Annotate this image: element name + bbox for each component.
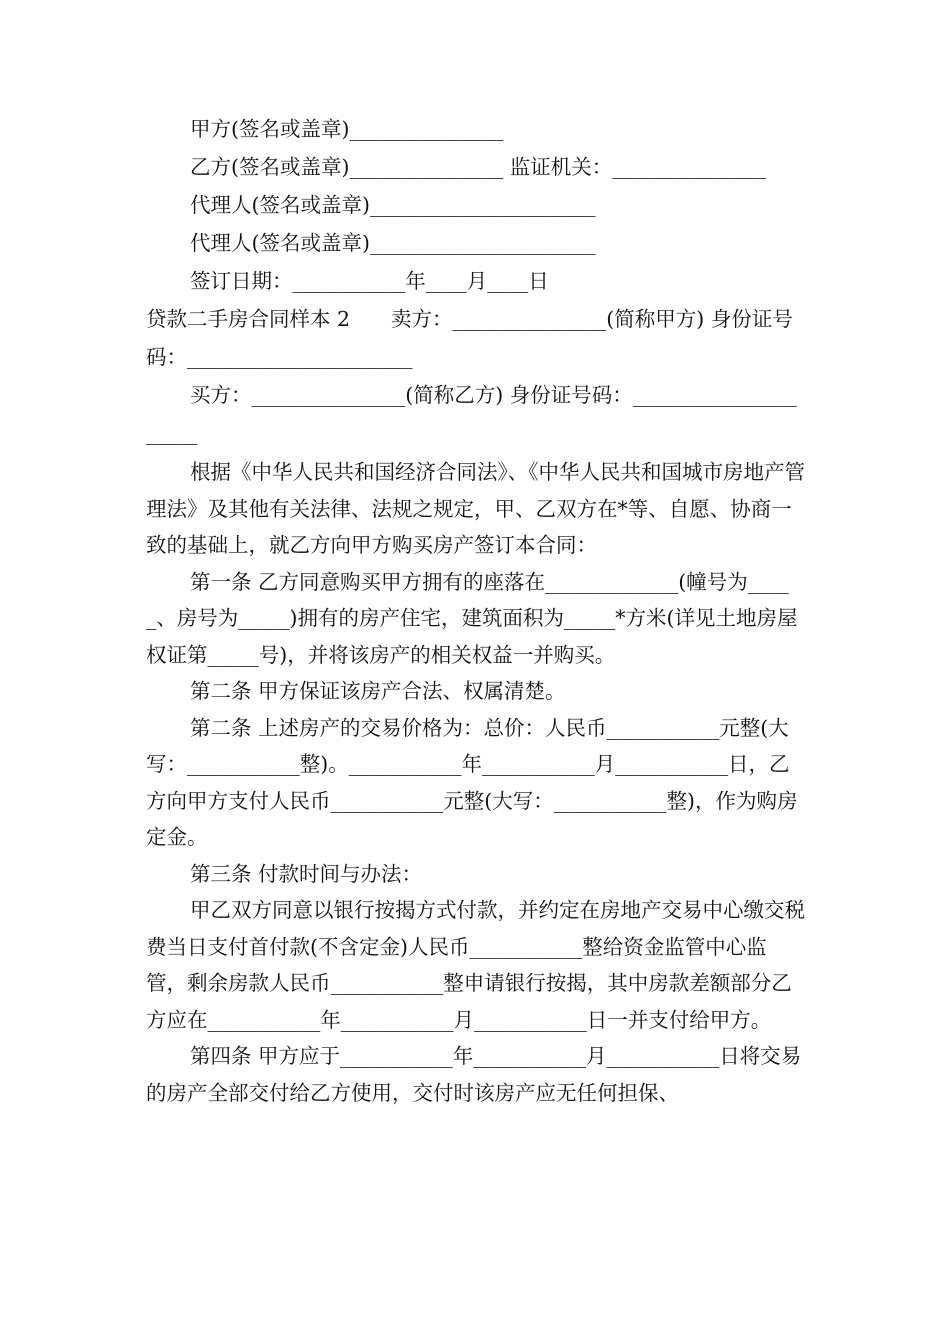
signing-date: 签订日期：___________年____月____日 — [190, 269, 549, 293]
buyer-line: 买方：_______________(简称乙方) 身份证号码：_____________________ — [146, 383, 797, 445]
article-3-heading: 第三条 付款时间与办法： — [190, 861, 423, 886]
signature-agent-2: 代理人(签名或盖章)______________________ — [190, 231, 596, 255]
article-1-paragraph: 第一条 乙方同意购买甲方拥有的座落在_____________(幢号为_____、房号为_____)拥有的房产住宅，建筑面积为_____*方米(详见土地房屋权证第_____号)，并将该房产的相关权益一并购买。 — [146, 569, 798, 667]
preamble-paragraph: 根据《中华人民共和国经济合同法》、《中华人民共和国城市房地产管理法》及其他有关法律、法规之规定，甲、乙双方在*等、自愿、协商一致的基础上，就乙方向甲方购买房产签订本合同： — [146, 460, 805, 557]
article-2a-paragraph: 第二条 甲方保证该房产合法、权属清楚。 — [190, 679, 566, 703]
contract-heading-seller: 贷款二手房合同样本 2 卖方：_______________(简称甲方) 身份证号码：______________________ — [146, 307, 793, 369]
article-2b-paragraph: 第二条 上述房产的交易价格为：总价：人民币___________元整(大写：___________整)。___________年___________月___________日，乙方向甲方支付人民币___________元整(大写：___________整)，作为购房定金。 — [146, 715, 798, 849]
signature-party-b-and-notary: 乙方(签名或盖章)_______________ 监证机关：_______________ — [190, 155, 767, 179]
signature-agent-1: 代理人(签名或盖章)______________________ — [190, 193, 596, 217]
article-4-paragraph: 第四条 甲方应于___________年___________月___________日将交易的房产全部交付给乙方使用，交付时该房产应无任何担保、 — [146, 1044, 802, 1105]
signature-party-a: 甲方(签名或盖章)_______________ — [190, 117, 504, 141]
article-3-body: 甲乙双方同意以银行按揭方式付款，并约定在房地产交易中心缴交税费当日支付首付款(不含定金)人民币___________整给资金监管中心监管，剩余房款人民币___________整申请银行按揭，其中房款差额部分乙方应在___________年___________月___________日一并支付给甲方。 — [146, 898, 805, 1032]
